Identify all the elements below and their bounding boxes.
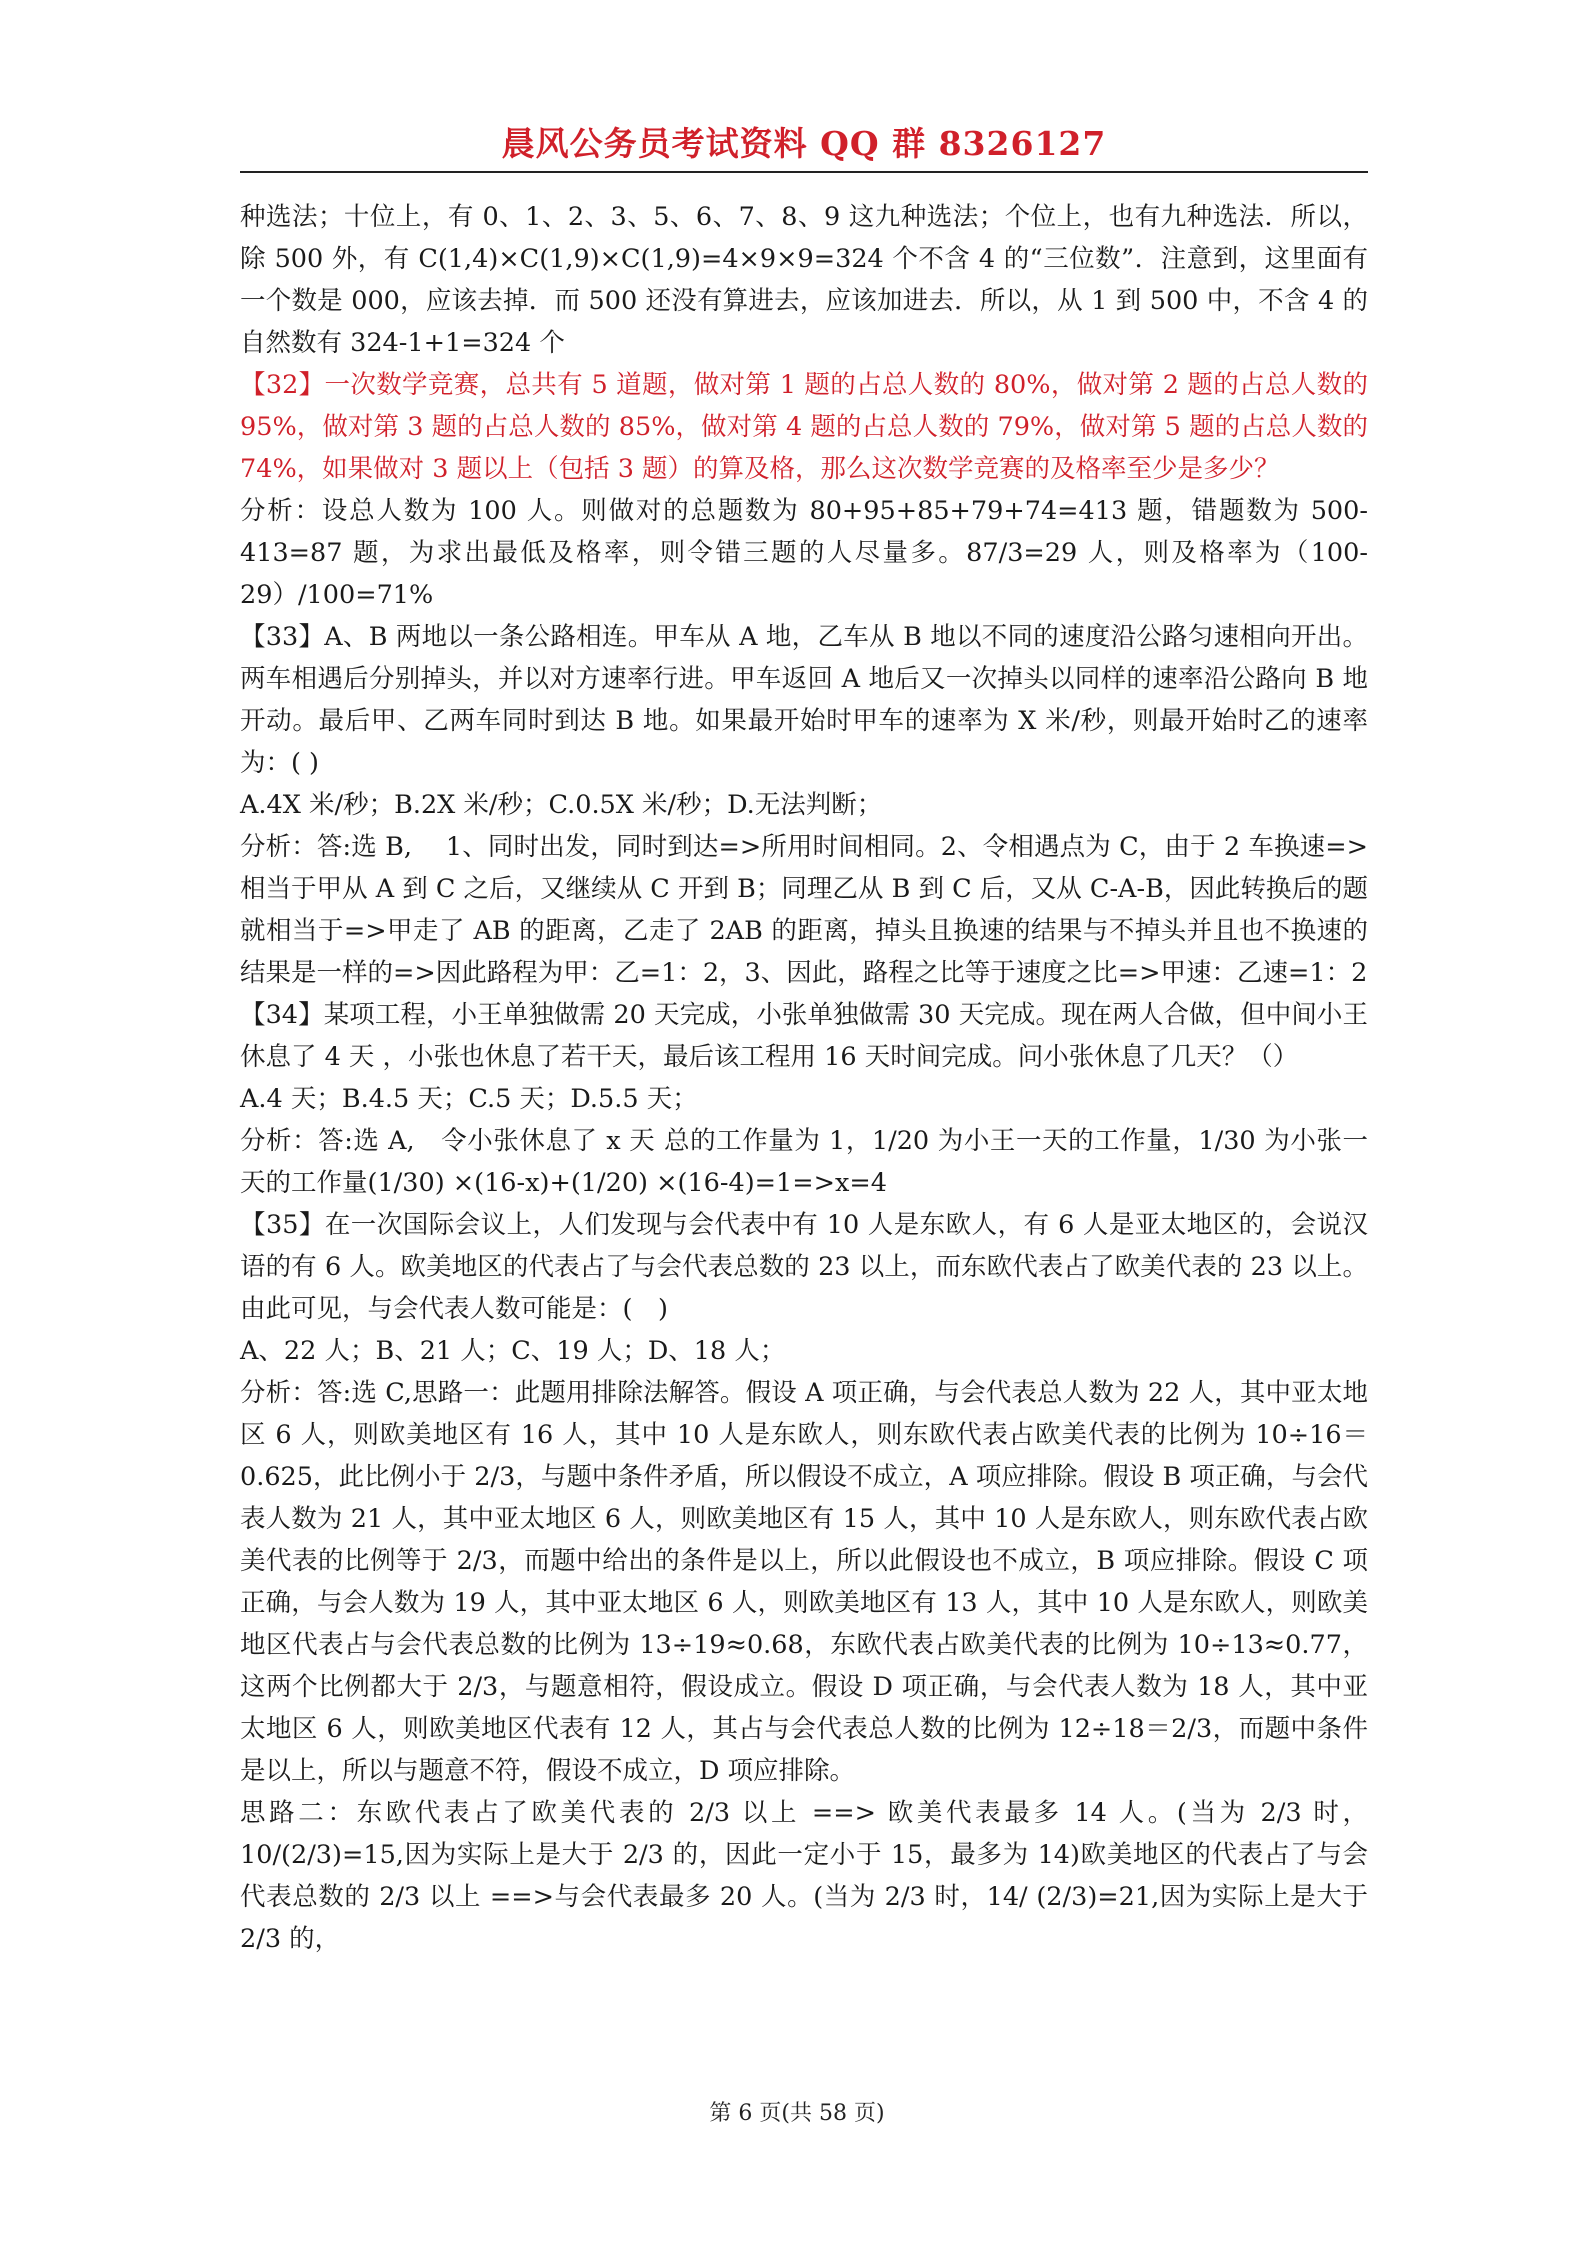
options-35: A、22 人；B、21 人；C、19 人；D、18 人； [240, 1336, 786, 1366]
question-33: 【33】A、B 两地以一条公路相连。甲车从 A 地，乙车从 B 地以不同的速度沿公路匀速相向开出。两车相遇后分别掉头，并以对方速率行进。甲车返回 A 地后又一次掉头以同样的速率沿公路向 B 地开动。最后甲、乙两车同时到达 B 地。如果最开始时甲车的速率为 X 米/秒，则最开始时乙的速率为：( ) [240, 622, 1368, 778]
header-divider [240, 171, 1368, 173]
paragraph-continued-answer: 种选法；十位上，有 0、1、2、3、5、6、7、8、9 这九种选法；个位上，也有九种选法．所以，除 500 外，有 C(1,4)×C(1,9)×C(1,9)=4×9×9=324 个不含 4 的“三位数”．注意到，这里面有一个数是 000，应该去掉．而 500 还没有算进去，应该加进去．所以，从 1 到 500 中，不含 4 的自然数有 324-1+1=324 个 [240, 202, 1368, 358]
page-footer-number: 第 6 页(共 58 页) [709, 2101, 885, 2126]
page-header-title: 晨风公务员考试资料 QQ 群 8326127 [501, 124, 1107, 163]
answer-32: 分析：设总人数为 100 人。则做对的总题数为 80+95+85+79+74=413 题，错题数为 500-413=87 题，为求出最低及格率，则令错三题的人尽量多。87/3=29 人，则及格率为（100-29）/100=71% [240, 496, 1368, 610]
question-35: 【35】在一次国际会议上，人们发现与会代表中有 10 人是东欧人，有 6 人是亚太地区的，会说汉语的有 6 人。欧美地区的代表占了与会代表总数的 23 以上，而东欧代表占了欧美代表的 23 以上。由此可见，与会代表人数可能是：( ) [240, 1210, 1368, 1324]
options-34: A.4 天；B.4.5 天；C.5 天；D.5.5 天； [240, 1084, 698, 1114]
answer-35-method-1: 分析：答:选 C,思路一：此题用排除法解答。假设 A 项正确，与会代表总人数为 22 人，其中亚太地区 6 人，则欧美地区有 16 人，其中 10 人是东欧人，则东欧代表占欧美代表的比例为 10÷16＝0.625，此比例小于 2/3，与题中条件矛盾，所以假设不成立，A 项应排除。假设 B 项正确，与会代表人数为 21 人，其中亚太地区 6 人，则欧美地区有 15 人，其中 10 人是东欧人，则东欧代表占欧美代表的比例等于 2/3，而题中给出的条件是以上，所以此假设也不成立，B 项应排除。假设 C 项正确，与会人数为 19 人，其中亚太地区 6 人，则欧美地区有 13 人，其中 10 人是东欧人，则欧美地区代表占与会代表总数的比例为 13÷19≈0.68，东欧代表占欧美代表的比例为 10÷13≈0.77，这两个比例都大于 2/3，与题意相符，假设成立。假设 D 项正确，与会代表人数为 18 人，其中亚太地区 6 人，则欧美地区代表有 12 人，其占与会代表总人数的比例为 12÷18＝2/3，而题中条件是以上，所以与题意不符，假设不成立，D 项应排除。 [240, 1378, 1368, 1786]
options-33: A.4X 米/秒；B.2X 米/秒；C.0.5X 米/秒；D.无法判断； [240, 790, 883, 820]
answer-33: 分析：答:选 B, 1、同时出发，同时到达=>所用时间相同。2、令相遇点为 C，由于 2 车换速=>相当于甲从 A 到 C 之后，又继续从 C 开到 B；同理乙从 B 到 C 后，又从 C-A-B，因此转换后的题就相当于=>甲走了 AB 的距离，乙走了 2AB 的距离，掉头且换速的结果与不掉头并且也不换速的结果是一样的=>因此路程为甲：乙=1：2，3、因此，路程之比等于速度之比=>甲速：乙速=1：2 [240, 832, 1368, 988]
document-body [240, 196, 1368, 1960]
answer-34: 分析：答:选 A, 令小张休息了 x 天 总的工作量为 1，1/20 为小王一天的工作量，1/30 为小张一天的工作量(1/30) ×(16-x)+(1/20) ×(16-4)=1=>x=4 [240, 1126, 1368, 1198]
question-32: 【32】一次数学竞赛，总共有 5 道题，做对第 1 题的占总人数的 80%，做对第 2 题的占总人数的 95%，做对第 3 题的占总人数的 85%，做对第 4 题的占总人数的 79%，做对第 5 题的占总人数的 74%，如果做对 3 题以上（包括 3 题）的算及格，那么这次数学竞赛的及格率至少是多少？ [240, 370, 1368, 484]
question-34: 【34】某项工程，小王单独做需 20 天完成，小张单独做需 30 天完成。现在两人合做，但中间小王休息了 4 天 ，小张也休息了若干天，最后该工程用 16 天时间完成。问小张休息了几天？（） [240, 1000, 1368, 1072]
answer-35-method-2: 思路二：东欧代表占了欧美代表的 2/3 以上 ==> 欧美代表最多 14 人。(当为 2/3 时，10/(2/3)=15,因为实际上是大于 2/3 的，因此一定小于 15，最多为 14)欧美地区的代表占了与会代表总数的 2/3 以上 ==>与会代表最多 20 人。(当为 2/3 时，14/ (2/3)=21,因为实际上是大于 2/3 的， [240, 1798, 1368, 1954]
